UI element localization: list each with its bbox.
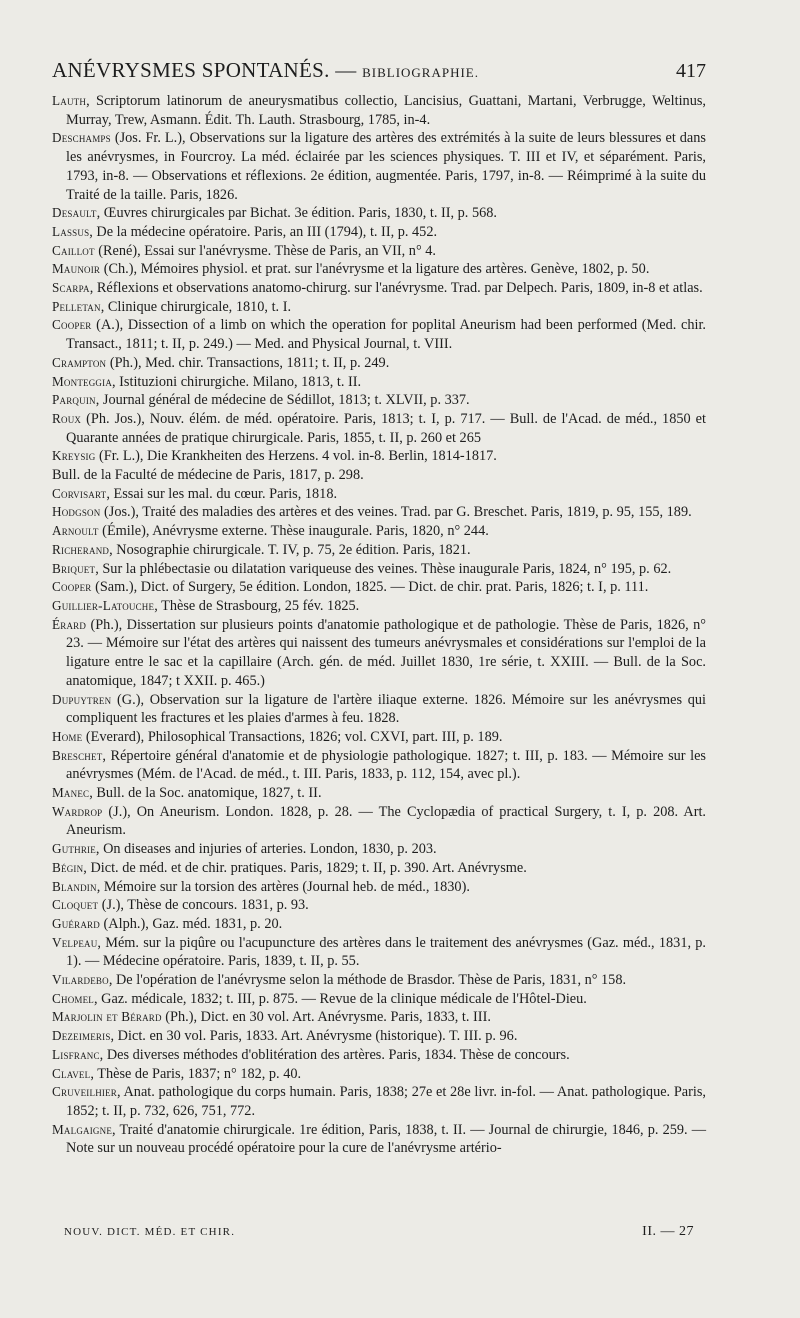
entry-author: Blandin xyxy=(52,878,97,894)
bibliography-entry xyxy=(52,803,706,840)
entry-author: Vilardebo xyxy=(52,972,109,988)
entry-author: Home xyxy=(52,728,83,744)
entry-author: Hodgson xyxy=(52,504,101,520)
entry-text: , Sur la phlébectasie ou dilatation variqueuse des veines. Thèse inaugurale Paris, 1824, n° 195, p. 62. xyxy=(95,560,672,577)
bibliography-entry xyxy=(52,260,706,279)
bibliography-entry xyxy=(52,242,706,261)
entry-author: Lisfranc xyxy=(52,1046,100,1062)
entry-author: Velpeau xyxy=(52,934,98,950)
entry-text: (Everard), Philosophical Transactions, 1826; vol. CXVI, part. III, p. 189. xyxy=(82,728,503,745)
bibliography-entry xyxy=(52,578,706,597)
bibliography-entry xyxy=(52,1027,706,1046)
bibliography-entry xyxy=(52,298,706,317)
bibliography-entry xyxy=(52,784,706,803)
bibliography-entry xyxy=(52,279,706,298)
page-footer xyxy=(64,1224,694,1240)
entry-text: , De la médecine opératoire. Paris, an III (1794), t. II, p. 452. xyxy=(89,223,438,240)
bibliography-entry xyxy=(52,934,706,971)
bibliography-entry xyxy=(52,373,706,392)
entry-author: Caillot xyxy=(52,242,95,258)
entry-text: (Ph.), Med. chir. Transactions, 1811; t. II, p. 249. xyxy=(106,354,390,371)
bibliography-entry xyxy=(52,447,706,466)
bibliography-entry xyxy=(52,691,706,728)
entry-text: , Journal général de médecine de Sédillot, 1813; t. XLVII, p. 337. xyxy=(95,392,470,409)
entry-author: Richerand xyxy=(52,541,110,557)
entry-text: , Œuvres chirurgicales par Bichat. 3e édition. Paris, 1830, t. II, p. 568. xyxy=(96,205,497,222)
bibliography-entry xyxy=(52,92,706,129)
bibliography-entry xyxy=(52,204,706,223)
entry-author: Manec xyxy=(52,785,90,801)
footer-volume: II. — 27 xyxy=(642,1224,694,1239)
entry-text: , Bull. de la Soc. anatomique, 1827, t. II. xyxy=(89,785,322,802)
entry-author: Dupuytren xyxy=(52,691,112,707)
bibliography-entry xyxy=(52,560,706,579)
entry-text: (Alph.), Gaz. méd. 1831, p. 20. xyxy=(99,915,283,932)
bibliography-entry xyxy=(52,522,706,541)
entry-author: Cruveilhier xyxy=(52,1084,117,1100)
entry-author: Marjolin et Bérard xyxy=(52,1009,162,1025)
entry-author: Arnoult xyxy=(52,523,99,539)
entry-author: Briquet xyxy=(52,560,96,576)
bibliography-entry xyxy=(52,541,706,560)
entry-text: (Ph. Jos.), Nouv. élém. de méd. opératoire. Paris, 1813; t. I, p. 717. — Bull. de l'Acad. de méd., 1850 et Quarante années de pratique chirurgicale. Paris, 1855, t. II, p. 260 et 265 xyxy=(66,410,706,446)
entry-author: Cooper xyxy=(52,579,92,595)
entry-text: (A.), Dissection of a limb on which the operation for poplital Aneurism had been performed (Med. chir. Transact., 1811; t. II, p. 249.) — Med. and Physical Journal, t. VIII. xyxy=(66,317,706,353)
bibliography-entry xyxy=(52,391,706,410)
header-title: ANÉVRYSMES SPONTANÉS. xyxy=(52,58,330,82)
entry-text: , Dict. en 30 vol. Paris, 1833. Art. Anévrysme (historique). T. III. p. 96. xyxy=(110,1028,518,1045)
bibliography-entry xyxy=(52,223,706,242)
entry-text: (G.), Observation sur la ligature de l'artère iliaque externe. 1826. Mémoire sur les anévrysmes qui compliquent les fractures et les plaies d'armes à feu. 1828. xyxy=(66,691,706,727)
entry-text: , Anat. pathologique du corps humain. Paris, 1838; 27e et 28e livr. in-fol. — Anat. pathologique. Paris, 1852; t. II, p. 732, 626, 751, 772. xyxy=(66,1084,706,1119)
entry-text: (Jos. Fr. L.), Observations sur la ligature des artères des extrémités à la suite de leurs blessures et dans les anévrysmes, in Fourcroy. La méd. éclairée par les sciences physiques. T. III et IV, et séparément. Paris, 1793, in-8. — Observations et réflexions. 2e édition, augmentée. Paris, 1797, in-8. — Réimprimé à la suite du Traité de la taille. Paris, 1826. xyxy=(66,130,706,203)
entry-author: Chomel xyxy=(52,990,94,1006)
bibliography-entry xyxy=(52,503,706,522)
header-title-line xyxy=(52,58,479,83)
footer-signature: NOUV. DICT. MÉD. ET CHIR. xyxy=(64,1226,236,1238)
entry-text: , Mémoire sur la torsion des artères (Journal heb. de méd., 1830). xyxy=(96,878,470,895)
bibliography-entry xyxy=(52,1121,706,1158)
entry-text: , Essai sur les mal. du cœur. Paris, 1818. xyxy=(106,485,338,502)
entry-author: Clavel xyxy=(52,1065,91,1081)
entry-text: , Scriptorum latinorum de aneurysmatibus collectio, Lancisius, Guattani, Martani, Verbrugge, Weltinus, Murray, Trew, Asmann. Édit. Th. Lauth. Strasbourg, 1785, in-4. xyxy=(66,93,706,128)
entry-text: , Thèse de Strasbourg, 25 fév. 1825. xyxy=(154,597,360,614)
entry-text: , Istituzioni chirurgiche. Milano, 1813, t. II. xyxy=(112,373,362,390)
entry-author: Crampton xyxy=(52,354,107,370)
entry-text: (Jos.), Traité des maladies des artères et des veines. Trad. par G. Breschet. Paris, 1819, p. 95, 155, 189. xyxy=(100,504,692,521)
bibliography-list xyxy=(52,92,706,1158)
bibliography-entry xyxy=(52,747,706,784)
entry-author: Lassus xyxy=(52,223,90,239)
bibliography-entry xyxy=(52,728,706,747)
bibliography-entry xyxy=(52,1083,706,1120)
entry-text: (René), Essai sur l'anévrysme. Thèse de Paris, an VII, n° 4. xyxy=(94,242,436,259)
bibliography-entry xyxy=(52,466,706,485)
entry-author: Lauth xyxy=(52,93,87,108)
entry-author: Deschamps xyxy=(52,130,111,146)
entry-text: (Sam.), Dict. of Surgery, 5e édition. London, 1825. — Dict. de chir. prat. Paris, 1826; t. I, p. 111. xyxy=(91,579,649,596)
entry-author: Dezeimeris xyxy=(52,1028,111,1044)
entry-text: (Fr. L.), Die Krankheiten des Herzens. 4 vol. in-8. Berlin, 1814-1817. xyxy=(95,448,497,465)
bibliography-entry xyxy=(52,129,706,204)
page-number: 417 xyxy=(676,60,706,82)
entry-text: , De l'opération de l'anévrysme selon la méthode de Brasdor. Thèse de Paris, 1831, n° 158. xyxy=(108,972,627,989)
entry-text: , Clinique chirurgicale, 1810, t. I. xyxy=(100,298,292,315)
entry-text: Bull. de la Faculté de médecine de Paris, 1817, p. 298. xyxy=(52,467,364,484)
entry-text: , Traité d'anatomie chirurgicale. 1re édition, Paris, 1838, t. II. — Journal de chirurgie, 1846, p. 259. — Note sur un nouveau procédé opératoire pour la cure de l'anévrysme artério- xyxy=(66,1121,706,1157)
entry-author: Guthrie xyxy=(52,841,96,857)
bibliography-entry xyxy=(52,859,706,878)
entry-text: , Thèse de Paris, 1837; n° 182, p. 40. xyxy=(90,1065,302,1082)
entry-author: Parquin xyxy=(52,392,96,408)
entry-text: , Dict. de méd. et de chir. pratiques. Paris, 1829; t. II, p. 390. Art. Anévrysme. xyxy=(83,859,527,876)
entry-text: (Émile), Anévrysme externe. Thèse inaugurale. Paris, 1820, n° 244. xyxy=(98,523,489,540)
bibliography-entry xyxy=(52,616,706,691)
bibliography-entry xyxy=(52,1065,706,1084)
entry-author: Monteggia xyxy=(52,373,113,389)
entry-text: (J.), On Aneurism. London. 1828, p. 28. — The Cyclopædia of practical Surgery, t. I, p. 208. Art. Aneurism. xyxy=(66,803,706,839)
entry-text: , Gaz. médicale, 1832; t. III, p. 875. — Revue de la clinique médicale de l'Hôtel-Dieu. xyxy=(94,990,587,1007)
entry-author: Bégin xyxy=(52,859,84,875)
entry-author: Cloquet xyxy=(52,897,99,913)
entry-text: (Ph.), Dissertation sur plusieurs points d'anatomie pathologique et de pathologie. Thèse de Paris, 1826, n° 23. — Mémoire sur l'état des artères qui naissent des tumeurs anévrysmales et considérations sur l'emploi de la ligature entre le sac et la capillaire (Arch. gén. de méd. Juillet 1830, 1re série, t. XXIII. — Bull. de la Soc. anatomique, 1847; t XXII. p. 465.) xyxy=(66,616,706,689)
entry-text: , On diseases and injuries of arteries. London, 1830, p. 203. xyxy=(95,841,437,858)
entry-text: , Des diverses méthodes d'oblitération des artères. Paris, 1834. Thèse de concours. xyxy=(99,1046,570,1063)
bibliography-entry xyxy=(52,354,706,373)
bibliography-entry xyxy=(52,915,706,934)
entry-author: Guérard xyxy=(52,915,100,931)
bibliography-entry xyxy=(52,896,706,915)
entry-text: , Nosographie chirurgicale. T. IV, p. 75, 2e édition. Paris, 1821. xyxy=(109,541,471,558)
bibliography-entry xyxy=(52,840,706,859)
bibliography-entry xyxy=(52,410,706,447)
entry-author: Breschet xyxy=(52,747,103,763)
bibliography-entry xyxy=(52,597,706,616)
entry-author: Desault xyxy=(52,205,97,221)
entry-author: Érard xyxy=(52,616,87,632)
entry-text: (Ch.), Mémoires physiol. et prat. sur l'anévrysme et la ligature des artères. Genève, 1802, p. 50. xyxy=(100,261,650,278)
entry-author: Corvisart xyxy=(52,485,107,501)
running-header xyxy=(52,58,706,86)
entry-author: Roux xyxy=(52,410,82,426)
bibliography-entry xyxy=(52,1046,706,1065)
header-subtitle: BIBLIOGRAPHIE. xyxy=(362,65,479,80)
entry-author: Pelletan xyxy=(52,298,101,314)
bibliography-entry xyxy=(52,971,706,990)
entry-text: (J.), Thèse de concours. 1831, p. 93. xyxy=(98,897,309,914)
bibliography-entry xyxy=(52,1008,706,1027)
entry-author: Kreysig xyxy=(52,448,96,464)
bibliography-entry xyxy=(52,485,706,504)
entry-text: , Répertoire général d'anatomie et de physiologie pathologique. 1827; t. III, p. 183. — Mémoire sur les anévrysmes (Mém. de l'Acad. de méd., t. III. Paris, 1833, p. 112, 154, avec pl.). xyxy=(66,747,706,783)
entry-author: Malgaigne xyxy=(52,1121,113,1137)
header-dash: — xyxy=(329,58,363,82)
entry-author: Guillier-Latouche xyxy=(52,597,155,613)
bibliography-entry xyxy=(52,878,706,897)
bibliography-entry xyxy=(52,990,706,1009)
bibliography-entry xyxy=(52,316,706,353)
entry-author: Scarpa xyxy=(52,280,90,296)
entry-author: Wardrop xyxy=(52,803,103,819)
entry-text: , Réflexions et observations anatomo-chirurg. sur l'anévrysme. Trad. par Delpech. Paris, 1809, in-8 et atlas. xyxy=(89,280,703,297)
entry-text: , Mém. sur la piqûre ou l'acupuncture des artères dans le traitement des anévrysmes (Gaz. méd., 1831, p. 1). — Médecine opératoire. Paris, 1839, t. II, p. 55. xyxy=(66,934,706,970)
entry-author: Maunoir xyxy=(52,261,101,277)
entry-text: (Ph.), Dict. en 30 vol. Art. Anévrysme. Paris, 1833, t. III. xyxy=(161,1009,491,1026)
entry-author: Cooper xyxy=(52,317,92,333)
